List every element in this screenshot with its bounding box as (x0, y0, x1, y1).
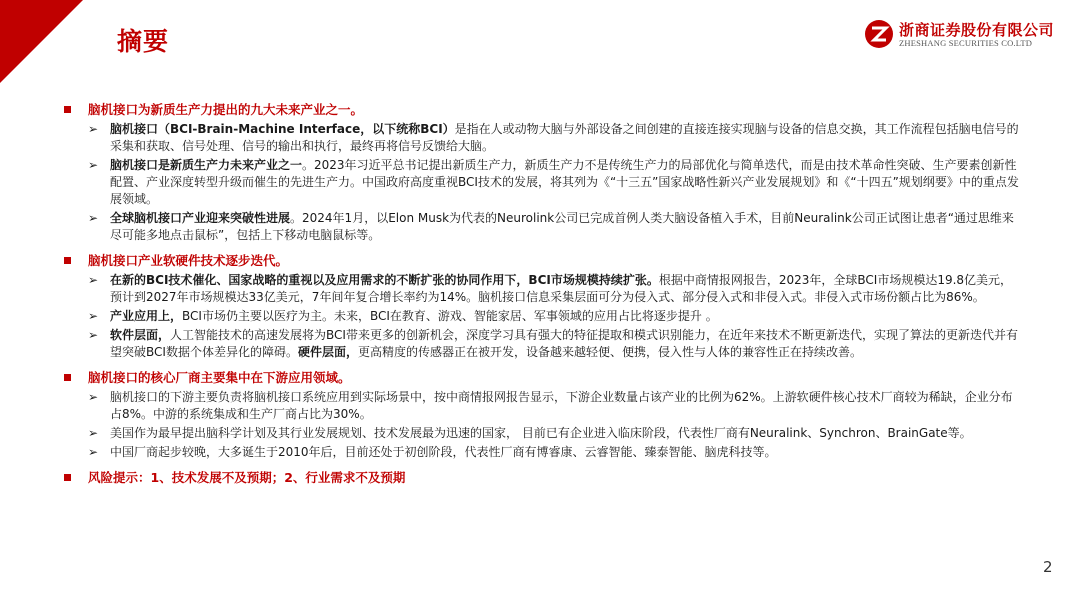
bullet-text: 。2024年1月，以Elon Musk为代表的Neurolink公司已完成首例人类大脑设备植入手术，目前Neuralink公司正试图让患者“通过思维来尽可能多地点击鼠标”，包括上下移动电脑鼠标等。 (110, 211, 1014, 242)
bullet-item (88, 272, 1024, 306)
bullet-item (88, 121, 1024, 155)
bullet-item (88, 210, 1024, 244)
bullet-item (88, 389, 1024, 423)
bullet-lead: 脑机接口（BCI-Brain-Machine Interface，以下统称BCI） (110, 122, 455, 136)
arrow-bullet-icon: ➢ (88, 158, 99, 172)
arrow-bullet-icon: ➢ (88, 445, 99, 459)
bullet-item (88, 425, 1024, 442)
summary-content (64, 97, 1024, 487)
bullet-item (88, 157, 1024, 208)
bullet-lead: 全球脑机接口产业迎来突破性进展 (110, 211, 291, 225)
logo-english-name: ZHESHANG SECURITIES CO.LTD (899, 38, 1033, 48)
bullet-text: 是指在人或动物大脑与外部设备之间创建的直接连接实现脑与设备的信息交换，其工作流程包括脑电信号的采集和获取、信号处理、信号的输出和执行，最终再将信号反馈给大脑。 (110, 122, 1019, 153)
logo-mark-icon (864, 19, 894, 49)
bullet-lead: 在新的BCI技术催化、国家战略的重视以及应用需求的不断扩张的协同作用下，BCI市场规模持续扩张。 (110, 273, 659, 287)
risk-warning: 风险提示：1、技术发展不及预期；2、行业需求不及预期 (64, 468, 1024, 487)
arrow-bullet-icon: ➢ (88, 122, 99, 136)
section-heading: 脑机接口的核心厂商主要集中在下游应用领域。 (64, 368, 1024, 387)
bullet-item (88, 308, 1024, 325)
arrow-bullet-icon: ➢ (88, 309, 99, 323)
arrow-bullet-icon: ➢ (88, 328, 99, 342)
bullet-lead: 软件层面， (110, 328, 171, 342)
bullet-text-secondary: 更高精度的传感器正在被开发，设备越来越轻便、便携，侵入性与人体的兼容性正在持续改善。 (357, 345, 862, 359)
logo-chinese-name: 浙商证券股份有限公司 (899, 21, 1055, 39)
section-heading: 脑机接口产业软硬件技术逐步迭代。 (64, 251, 1024, 270)
bullet-item (88, 327, 1024, 361)
arrow-bullet-icon: ➢ (88, 211, 99, 225)
bullet-lead: 脑机接口是新质生产力未来产业之一 (110, 158, 303, 172)
section-heading: 脑机接口为新质生产力提出的九大未来产业之一。 (64, 100, 1024, 119)
bullet-text: 中国厂商起步较晚，大多诞生于2010年后，目前还处于初创阶段，代表性厂商有博睿康、云睿智能、臻泰智能、脑虎科技等。 (110, 445, 777, 459)
bullet-text: 美国作为最早提出脑科学计划及其行业发展规划、技术发展最为迅速的国家， 目前已有企业进入临床阶段，代表性厂商有Neuralink、Synchron、BrainGate等。 (110, 426, 972, 440)
bullet-text: 。2023年习近平总书记提出新质生产力，新质生产力不是传统生产力的局部优化与简单迭代，而是由技术革命性突破、生产要素创新性配置、产业深度转型升级而催生的先进生产力。中国政府高度重视BCI技术的发展，将其列为《“十三五”国家战略性新兴产业发展规划》和《“十四五”规划纲要》中的重点发展领域。 (110, 158, 1019, 206)
bullet-text: 人工智能技术的高速发展将为BCI带来更多的创新机会，深度学习具有强大的特征提取和模式识别能力，在近年来技术不断更新迭代，实现了算法的更新迭代并有望突破BCI数据个体差异化的障碍。 (110, 328, 1018, 359)
arrow-bullet-icon: ➢ (88, 273, 99, 287)
corner-accent (0, 0, 83, 83)
bullet-text: 根据中商情报网报告，2023年，全球BCI市场规模达19.8亿美元，预计到2027年市场规模达33亿美元，7年间年复合增长率约为14%。脑机接口信息采集层面可分为侵入式、部分侵入式和非侵入式。非侵入式市场份额占比为86%。 (110, 273, 1013, 304)
bullet-text: 脑机接口的下游主要负责将脑机接口系统应用到实际场景中，按中商情报网报告显示，下游企业数量占该产业的比例为62%。上游软硬件核心技术厂商较为稀缺，企业分布占8%。中游的系统集成和生产厂商占比为30%。 (110, 390, 1013, 421)
bullet-text: BCI市场仍主要以医疗为主。未来，BCI在教育、游戏、智能家居、军事领域的应用占比将逐步提升 。 (182, 309, 718, 323)
arrow-bullet-icon: ➢ (88, 390, 99, 404)
bullet-lead-secondary: 硬件层面， (297, 345, 358, 359)
bullet-lead: 产业应用上， (110, 309, 183, 323)
company-logo (864, 19, 1056, 53)
arrow-bullet-icon: ➢ (88, 426, 99, 440)
page-title: 摘要 (117, 27, 170, 56)
page-number: 2 (1043, 558, 1053, 576)
bullet-item (88, 444, 1024, 461)
